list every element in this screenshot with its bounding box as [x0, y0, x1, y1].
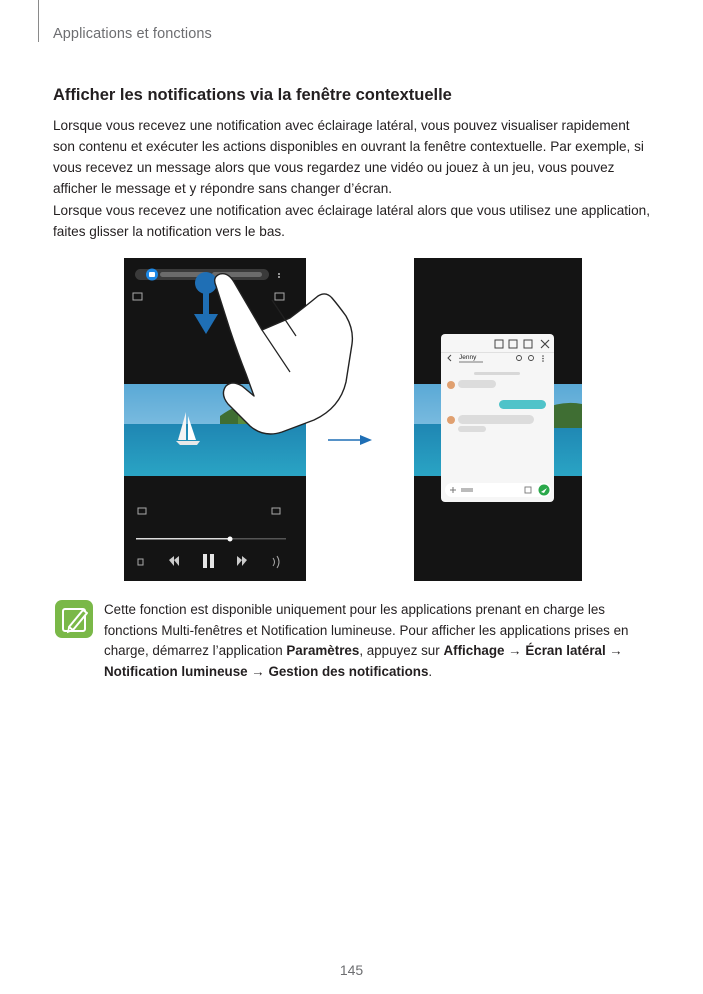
right-arrow-icon	[328, 435, 372, 445]
menu-affichage: Affichage	[443, 643, 505, 658]
menu-gestion-notifications: Gestion des notifications	[268, 663, 429, 679]
body-paragraph-2: Lorsque vous recevez une notification avec éclairage latéral alors que vous utilisez une application, faites glisser la notification vers le bas.	[53, 203, 650, 239]
settings-app-name: Paramètres	[286, 643, 360, 658]
chapter-title: Applications et fonctions	[53, 26, 212, 42]
message-popup-window[interactable]	[441, 334, 554, 502]
body-paragraph-1: Lorsque vous recevez une notification avec éclairage latéral, vous pouvez visualiser rapidement son contenu et exécuter les actions disponibles en ouvrant la fenêtre contextuelle. Par exemple, si vous recevez un message alors que vous regardez une vidéo ou jouez à un jeu, vous pouvez afficher le message et y répondre sans changer d’écran.	[53, 118, 644, 196]
popup-contact-name: Jenny	[459, 354, 477, 361]
page-number: 145	[339, 962, 364, 978]
pencil-note-icon	[55, 600, 93, 638]
section-title: Afficher les notifications via la fenêtre contextuelle	[53, 86, 452, 104]
menu-notification-lumineuse: Notification lumineuse	[104, 663, 248, 679]
menu-ecran-lateral: Écran latéral	[525, 643, 606, 658]
note-text: Cette fonction est disponible uniquement pour les applications prenant en charge les fonctions Multi-fenêtres et Notification lumineuse. Pour afficher les applications prises en charge, démarrez l’application Paramètres, appuyez sur Affichage → Écran latéral → Notification lumineuse → Gestion des notifications.	[104, 602, 629, 679]
message-input-bar[interactable]	[445, 483, 551, 497]
header-rule	[38, 0, 39, 42]
send-icon[interactable]	[539, 485, 550, 496]
